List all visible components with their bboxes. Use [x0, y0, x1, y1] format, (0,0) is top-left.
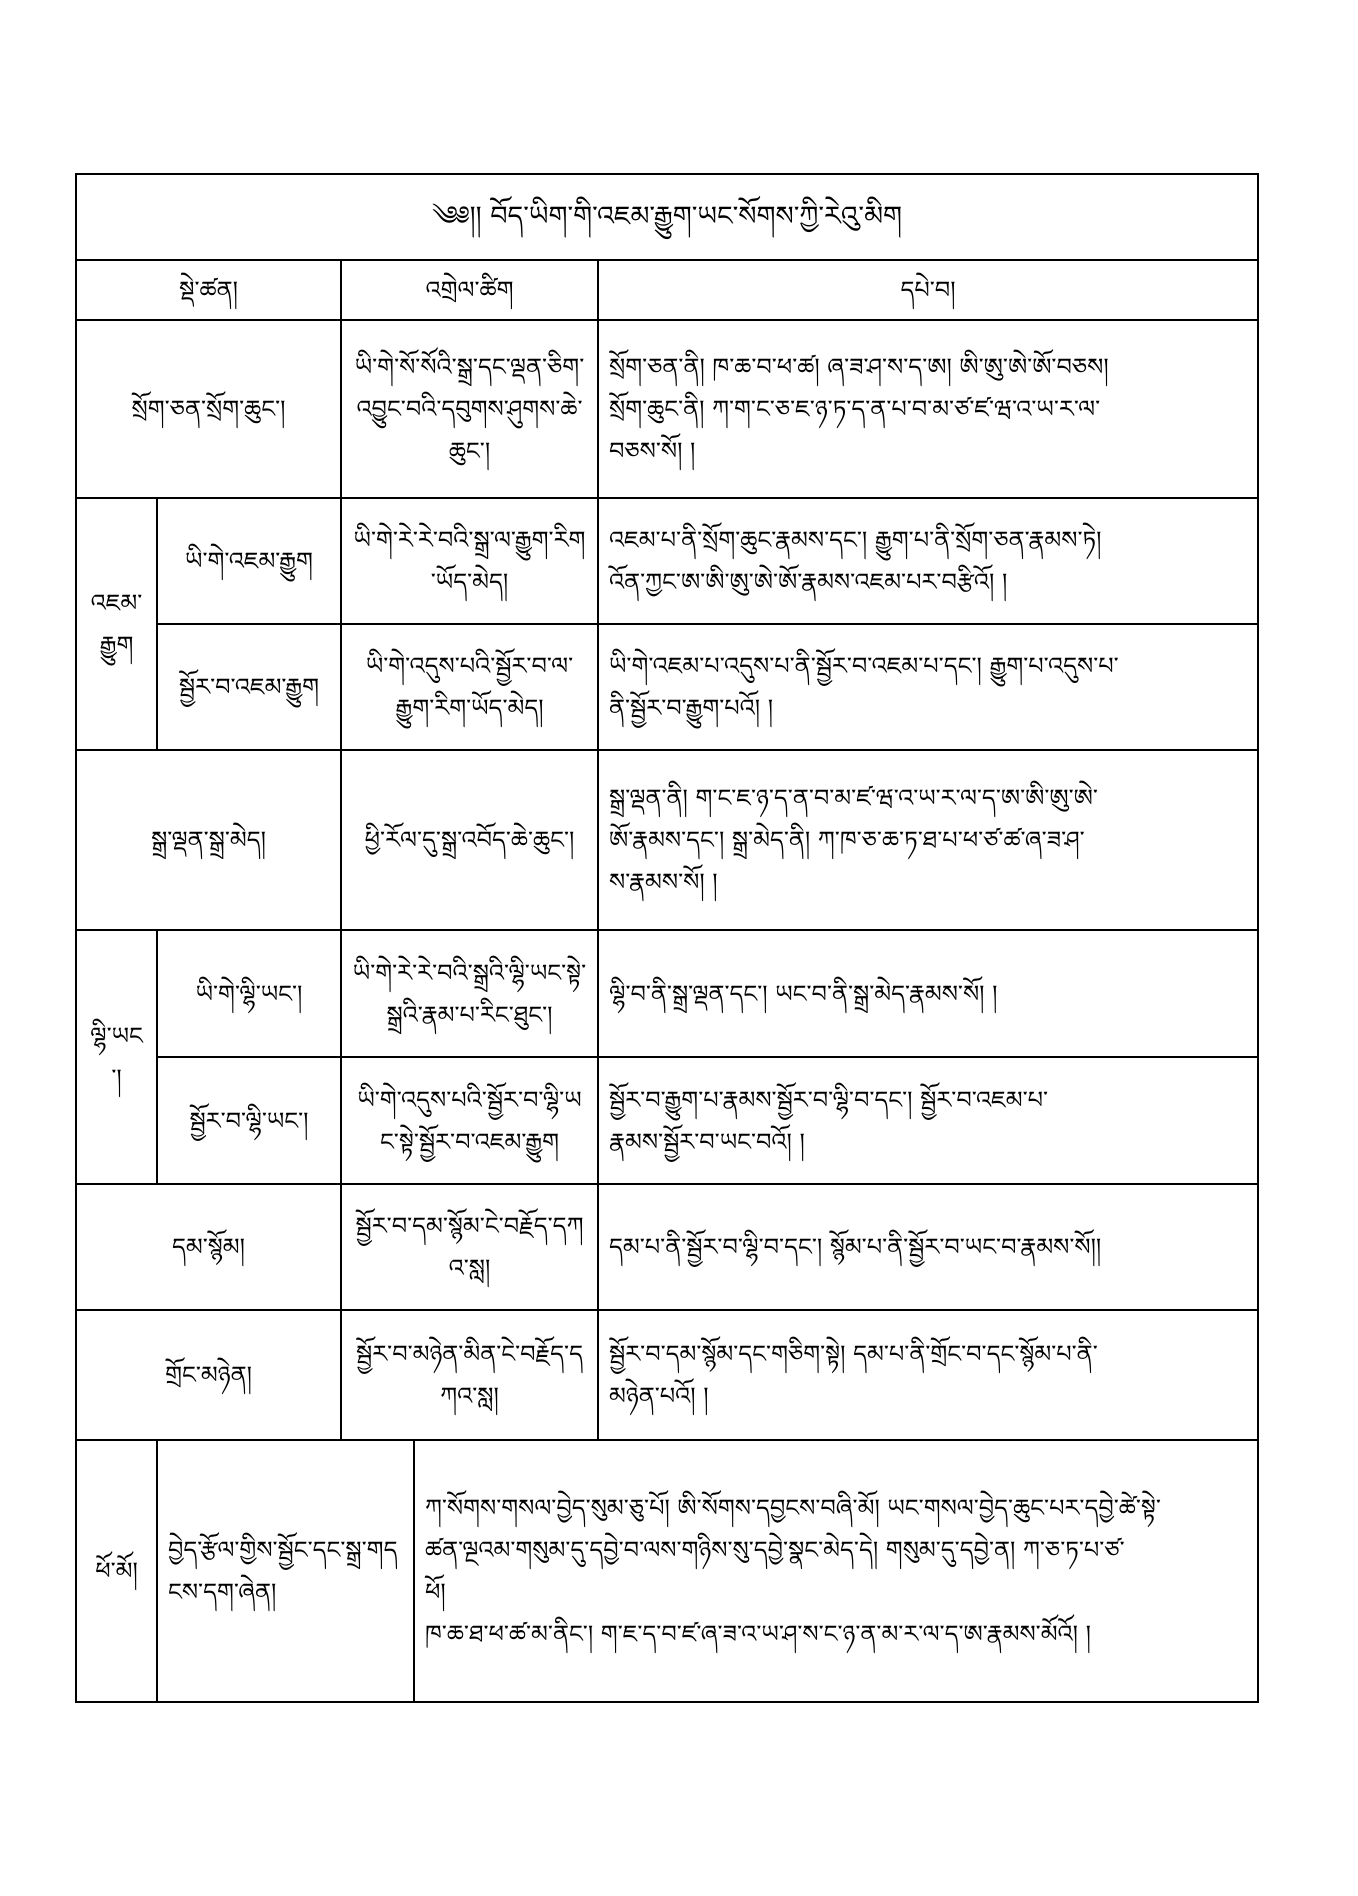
header-explanation: འགྲེལ་ཚིག: [341, 260, 598, 320]
category-cell: སྦྱོར་བ་ལྷི་ཡང་།: [157, 1057, 341, 1184]
table-row: [76, 1184, 1258, 1310]
example-line: ཁ་ཆ་ཐ་ཕ་ཚ་མ་ནིང་། ག་ཇ་ད་བ་ཛ་ཞ་ཟ་འ་ཡ་ཤ་ས་ང་ཉ་ན་མ་ར་ལ་ད་ཨ་རྣམས་མོའོ། །: [425, 1620, 1091, 1648]
table-row: [76, 320, 1258, 498]
table-row: [76, 1440, 1258, 1702]
category-cell: དམ་སྙོམ།: [76, 1184, 341, 1310]
example-line: ཡི་གེ་འཇམ་པ་འདུས་པ་ནི་སྦྱོར་བ་འཇམ་པ་དང་། རྒྱུག་པ་འདུས་པ་: [609, 652, 1119, 680]
example-line: སྲོག་ཅན་ནི། ཁ་ཆ་བ་ཕ་ཚ། ཞ་ཟ་ཤ་ས་ད་ཨ། ཨི་ཨུ་ཨེ་ཨོ་བཅས།: [609, 353, 1109, 381]
table-row: [76, 498, 1258, 624]
explanation-cell: སྦྱོར་བ་དམ་སྙོམ་ངེ་བརྗོད་དཀའ་སླ།: [341, 1184, 598, 1310]
table-row: [76, 750, 1258, 930]
example-line: ལྷི་བ་ནི་སྒྲ་ལྡན་དང་། ཡང་བ་ནི་སྒྲ་མེད་རྣམས་སོ། །: [609, 979, 998, 1008]
example-cell: [598, 750, 1258, 930]
example-line: ཀ་སོགས་གསལ་བྱེད་སུམ་ཅུ་པོ། ཨི་སོགས་དབྱངས་བཞི་མོ། ཡང་གསལ་བྱེད་ཆུང་པར་དབྱེ་ཚེ་སྟེ་: [425, 1494, 1161, 1522]
reference-table: [75, 173, 1259, 1703]
example-line: སྲོག་ཆུང་ནི། ཀ་ག་ང་ཅ་ཇ་ཉ་ཏ་ད་ན་པ་བ་མ་ཙ་ཛ་ཝ་འ་ཡ་ར་ལ་: [609, 395, 1101, 423]
example-line: བཅས་སོ། །: [609, 437, 696, 465]
category-cell: སྦྱོར་བ་འཇམ་རྒྱུག: [157, 624, 341, 750]
example-line: མཉེན་པའོ། །: [609, 1382, 709, 1410]
example-cell: [414, 1440, 1258, 1702]
example-cell: [598, 498, 1258, 624]
explanation-cell: ཡི་གེ་འདུས་པའི་སྦྱོར་བ་ལྷི་ཡང་སྟེ་སྦྱོར་བ་འཇམ་རྒྱུག: [341, 1057, 598, 1184]
group-cell: ཕོ་མོ།: [76, 1440, 157, 1702]
example-cell: [598, 1184, 1258, 1310]
table-title: ༄༅།། བོད་ཡིག་གི་འཇམ་རྒྱུག་ཡང་སོགས་ཀྱི་རེའུ་མིག: [76, 174, 1258, 260]
example-line: འཇམ་པ་ནི་སྲོག་ཆུང་རྣམས་དང་། རྒྱུག་པ་ནི་སྲོག་ཅན་རྣམས་ཏེ།: [609, 526, 1102, 554]
example-line: ས་རྣམས་སོ། །: [609, 868, 718, 896]
example-cell: [598, 1310, 1258, 1440]
example-line: སྒྲ་ལྡན་ནི། ག་ང་ཇ་ཉ་ད་ན་བ་མ་ཛ་ཝ་འ་ཡ་ར་ལ་ད་ཨ་ཨི་ཨུ་ཨེ་: [609, 784, 1098, 812]
category-cell: སྒྲ་ལྡན་སྒྲ་མེད།: [76, 750, 341, 930]
header-example: དཔེ་བ།: [598, 260, 1258, 320]
category-cell: ཡི་གེ་ལྷི་ཡང་།: [157, 930, 341, 1057]
category-cell: གྲོང་མཉེན།: [76, 1310, 341, 1440]
example-cell: [598, 624, 1258, 750]
example-line: སྦྱོར་བ་དམ་སྙོམ་དང་གཅིག་སྟེ། དམ་པ་ནི་གྲོང་བ་དང་སྙོམ་པ་ནི་: [609, 1340, 1098, 1368]
category-cell: བྱེད་རྩོལ་གྱིས་སྦྱོང་དང་སྒྲ་གདངས་དག་ཞེན།: [157, 1440, 414, 1702]
table-row: [76, 624, 1258, 750]
category-cell: ཡི་གེ་འཇམ་རྒྱུག: [157, 498, 341, 624]
example-line: སྦྱོར་བ་རྒྱུག་པ་རྣམས་སྦྱོར་བ་ལྷི་བ་དང་། སྦྱོར་བ་འཇམ་པ་: [609, 1085, 1049, 1114]
example-line: ཕོ།: [425, 1578, 446, 1606]
explanation-cell: ཡི་གེ་སོ་སོའི་སྒྲ་དང་ལྡན་ཅིག་འབྱུང་བའི་དབུགས་ཤུགས་ཆེ་ཆུང་།: [341, 320, 598, 498]
table-row: [76, 1057, 1258, 1184]
explanation-cell: སྦྱོར་བ་མཉེན་མིན་ངེ་བརྗོད་དཀའ་སླ།: [341, 1310, 598, 1440]
example-cell: [598, 1057, 1258, 1184]
example-line: ཨོ་རྣམས་དང་། སྒྲ་མེད་ནི། ཀ་ཁ་ཅ་ཆ་ཏ་ཐ་པ་ཕ་ཙ་ཚ་ཞ་ཟ་ཤ་: [609, 826, 1085, 854]
explanation-cell: ཡི་གེ་རེ་རེ་བའི་སྒྲ་ལ་རྒྱུག་རིག་ཡོད་མེད།: [341, 498, 598, 624]
example-line: ནི་སྦྱོར་བ་རྒྱུག་པའོ། །: [609, 694, 774, 722]
group-cell: ལྷི་ཡང་།: [76, 930, 157, 1184]
category-cell: སྲོག་ཅན་སྲོག་ཆུང་།: [76, 320, 341, 498]
explanation-cell: ཡི་གེ་འདུས་པའི་སྦྱོར་བ་ལ་རྒྱུག་རིག་ཡོད་མེད།: [341, 624, 598, 750]
group-cell: འཇམ་རྒྱུག: [76, 498, 157, 750]
example-line: ཚན་ལྔའམ་གསུམ་དུ་དབྱེ་བ་ལས་གཉིས་སུ་དབྱེ་སྣང་མེད་དེ། གསུམ་དུ་དབྱེ་ན། ཀ་ཅ་ཏ་པ་ཙ་: [425, 1536, 1125, 1564]
example-line: དམ་པ་ནི་སྦྱོར་བ་ལྷི་བ་དང་། སྙོམ་པ་ནི་སྦྱོར་བ་ཡང་བ་རྣམས་སོ།།: [609, 1233, 1102, 1261]
table-row: [76, 930, 1258, 1057]
document-page: [75, 173, 1257, 1703]
example-cell: [598, 930, 1258, 1057]
explanation-cell: ཡི་གེ་རེ་རེ་བའི་སྒྲའི་ལྷི་ཡང་སྟེ་སྒྲའི་རྣམ་པ་རིང་ཐུང་།: [341, 930, 598, 1057]
table-row: [76, 1310, 1258, 1440]
example-line: རྣམས་སྦྱོར་བ་ཡང་བའོ། །: [609, 1127, 805, 1156]
header-category: སྡེ་ཚན།: [76, 260, 341, 320]
example-line: འོན་ཀྱང་ཨ་ཨི་ཨུ་ཨེ་ཨོ་རྣམས་འཇམ་པར་བརྩིའོ། །: [609, 568, 1008, 596]
explanation-cell: ཕྱི་རོལ་དུ་སྒྲ་འབོད་ཆེ་ཆུང་།: [341, 750, 598, 930]
example-cell: [598, 320, 1258, 498]
